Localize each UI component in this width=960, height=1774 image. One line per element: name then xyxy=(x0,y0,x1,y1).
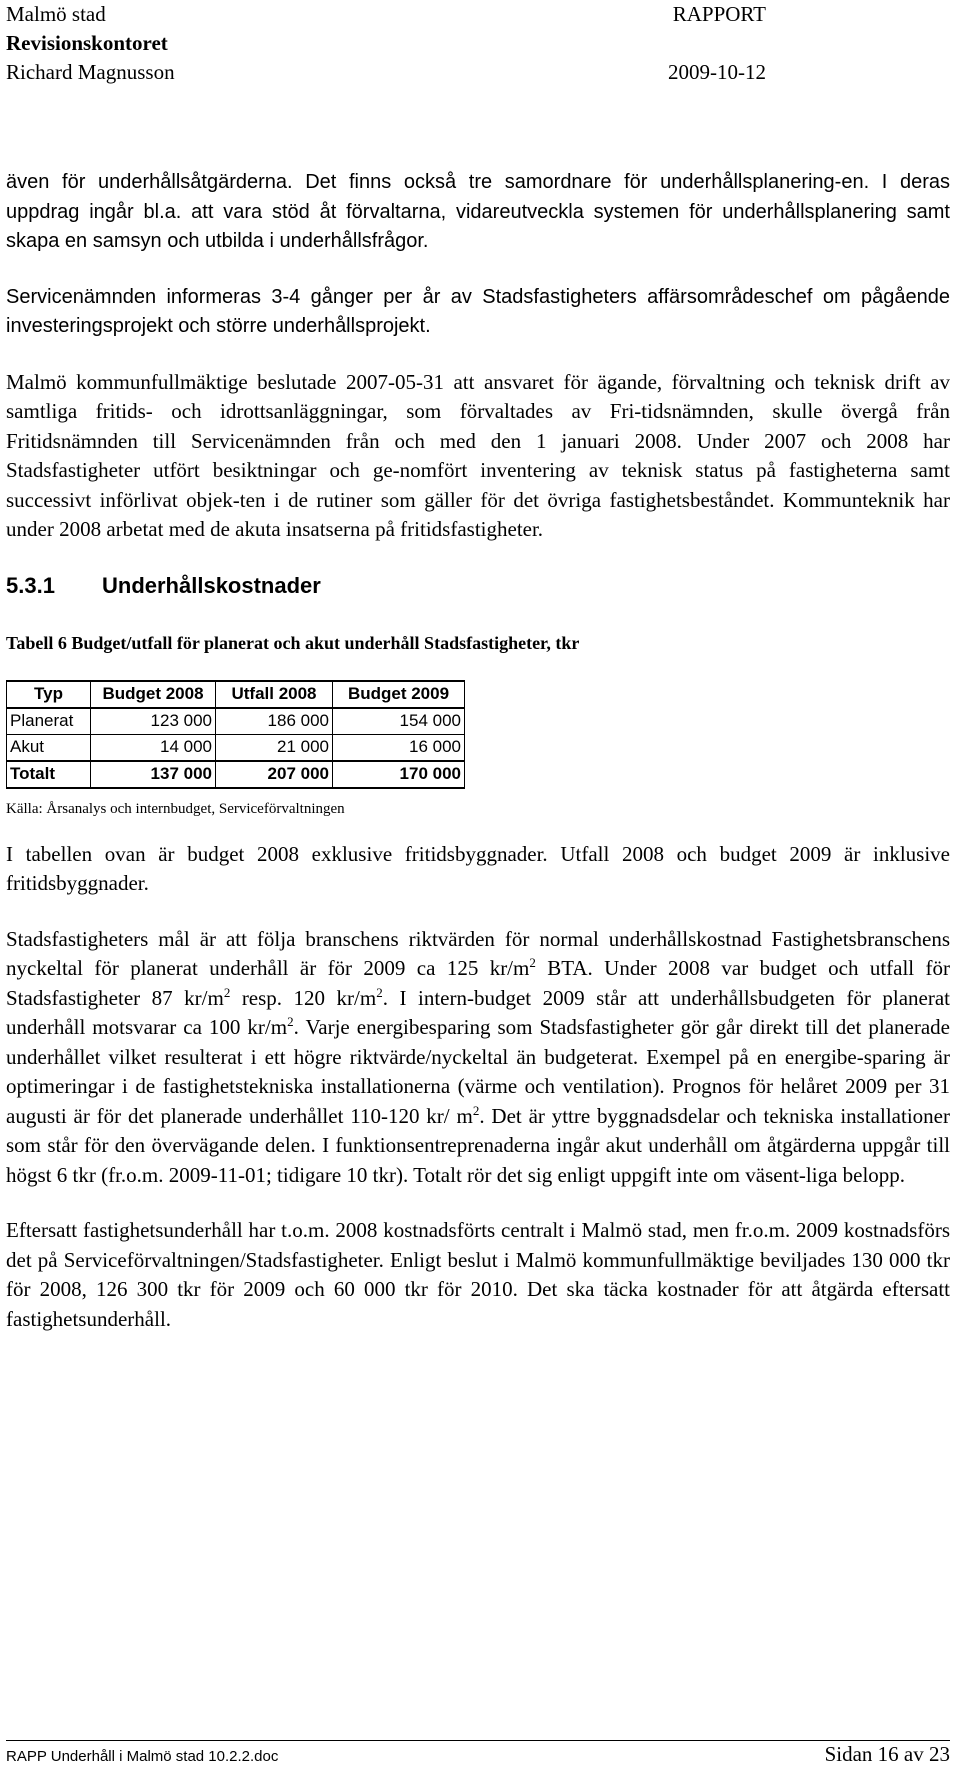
page-header xyxy=(6,0,766,87)
page-footer xyxy=(6,1742,950,1767)
paragraph-5-part: resp. 120 kr/m xyxy=(230,985,377,1010)
table-cell: Akut xyxy=(7,734,91,761)
paragraph-2: Servicenämnden informeras 3-4 gånger per år av Stadsfastigheters affärsområdeschef om pågående investeringsprojekt och större underhållsprojekt. xyxy=(6,285,950,337)
section-number: 5.3.1 xyxy=(6,572,55,598)
paragraph-4: I tabellen ovan är budget 2008 exklusive fritidsbyggnader. Utfall 2008 och budget 2009 är inklusive fritidsbyggnader. xyxy=(6,841,950,895)
footer-page-number: Sidan 16 av 23 xyxy=(824,1742,950,1766)
paragraph-5-part: . Det är yttre byggnadsdelar och tekniska installationer som står för den övervägande delen. I funktionsentreprenaderna ingår akut underhåll om åtgärderna uppgår till högst 6 tkr (fr.o.m. 2009-11-01; tidigare 10 tkr). Totalt rör det sig enligt uppgift inte om väsent-liga belopp. xyxy=(6,1103,950,1187)
header-dept: Revisionskontoret xyxy=(6,31,168,55)
paragraph-5-part: BTA. Under 2008 var budget och utfall för Stadsfastigheter 87 kr/m xyxy=(6,956,950,1010)
section-heading xyxy=(6,573,950,599)
superscript: 2 xyxy=(376,984,383,1000)
section-title: Underhållskostnader xyxy=(102,572,321,598)
paragraph-5-part: . I intern-budget 2009 står att underhållsbudgeten för planerat underhåll motsvarar ca 100 kr/m xyxy=(6,985,951,1039)
superscript: 2 xyxy=(223,984,231,1000)
header-doc-type: RAPPORT xyxy=(672,2,766,26)
paragraph-5 xyxy=(6,925,950,1191)
paragraph-5-part: Stadsfastigheters mål är att följa branschens riktvärden för normal underhållskostnad Fastighetsbranschens nyckeltal för planerat underhåll är för 2009 ca 125 kr/m xyxy=(6,926,950,980)
table-cell: Planerat xyxy=(7,708,91,735)
page-body xyxy=(6,168,950,1334)
table-cell: 123 000 xyxy=(91,708,216,735)
table-row xyxy=(7,708,465,735)
table-source: Källa: Årsanalys och internbudget, Serviceförvaltningen xyxy=(6,800,345,817)
budget-table xyxy=(6,680,465,789)
column-header: Budget 2008 xyxy=(91,681,216,708)
table-total-row xyxy=(7,761,465,788)
header-date: 2009-10-12 xyxy=(668,60,766,84)
header-author: Richard Magnusson xyxy=(6,60,175,84)
table-cell: 16 000 xyxy=(333,734,465,761)
paragraph-5-part: . Varje energibesparing som Stadsfastigheter gör går direkt till det planerade underhållet vilket resulterat i ett högre riktvärde/nyckeltal än budgeterat. Exempel på en energibe-sparing är optimeringar i de fastighetstekniska installationerna (värme och ventilation). Prognos för helåret 2009 per 31 augusti är för det planerade underhållet 110-120 kr/ m xyxy=(6,1015,950,1128)
superscript: 2 xyxy=(287,1014,294,1029)
table-cell: 207 000 xyxy=(216,761,333,788)
footer-filename: RAPP Underhåll i Malmö stad 10.2.2.doc xyxy=(6,1748,279,1765)
superscript: 2 xyxy=(529,955,536,970)
column-header: Budget 2009 xyxy=(333,681,465,708)
table-cell: 137 000 xyxy=(91,761,216,788)
table-header-row xyxy=(7,681,465,708)
table-cell: 154 000 xyxy=(333,708,465,735)
table-cell: 14 000 xyxy=(91,734,216,761)
column-header: Typ xyxy=(7,681,91,708)
footer-divider xyxy=(6,1740,950,1741)
table-cell: 186 000 xyxy=(216,708,333,735)
table-cell: Totalt xyxy=(7,761,91,788)
superscript: 2 xyxy=(472,1102,480,1118)
table-row xyxy=(7,734,465,761)
table-cell: 170 000 xyxy=(333,761,465,788)
header-org: Malmö stad xyxy=(6,2,106,26)
paragraph-6: Eftersatt fastighetsunderhåll har t.o.m. 2008 kostnadsförts centralt i Malmö stad, men fr.o.m. 2009 kostnadsförs det på Serviceförvaltningen/Stadsfastigheter. Enligt beslut i Malmö kommunfullmäktige beviljades 130 000 tkr för 2008, 126 300 tkr för 2009 och 60 000 tkr för 2010. Det ska täcka kostnader för att åtgärda eftersatt fastighetsunderhåll. xyxy=(6,1218,950,1331)
paragraph-1: även för underhållsåtgärderna. Det finns också tre samordnare för underhållsplanering-en. I deras uppdrag ingår bl.a. att vara stöd åt förvaltarna, vidareutveckla systemen för underhållsplanering samt skapa en samsyn och utbilda i underhållsfrågor. xyxy=(6,171,950,252)
table-cell: 21 000 xyxy=(216,734,333,761)
table-caption: Tabell 6 Budget/utfall för planerat och akut underhåll Stadsfastigheter, tkr xyxy=(6,632,580,653)
paragraph-3: Malmö kommunfullmäktige beslutade 2007-05-31 att ansvaret för ägande, förvaltning och teknisk drift av samtliga fritids- och idrottsanläggningar, som förvaltades av Fri-tidsnämnden, skulle övergå från Fritidsnämnden till Servicenämnden från och med den 1 januari 2008. Under 2007 och 2008 har Stadsfastigheter utfört besiktningar och ge-nomfört inventering av teknisk status på fastigheterna samt successivt införlivat objek-ten i de rutiner som gäller för det övriga fastighetsbeståndet. Kommunteknik har under 2008 arbetat med de akuta insatserna på fritidsfastigheter. xyxy=(6,369,950,541)
column-header: Utfall 2008 xyxy=(216,681,333,708)
